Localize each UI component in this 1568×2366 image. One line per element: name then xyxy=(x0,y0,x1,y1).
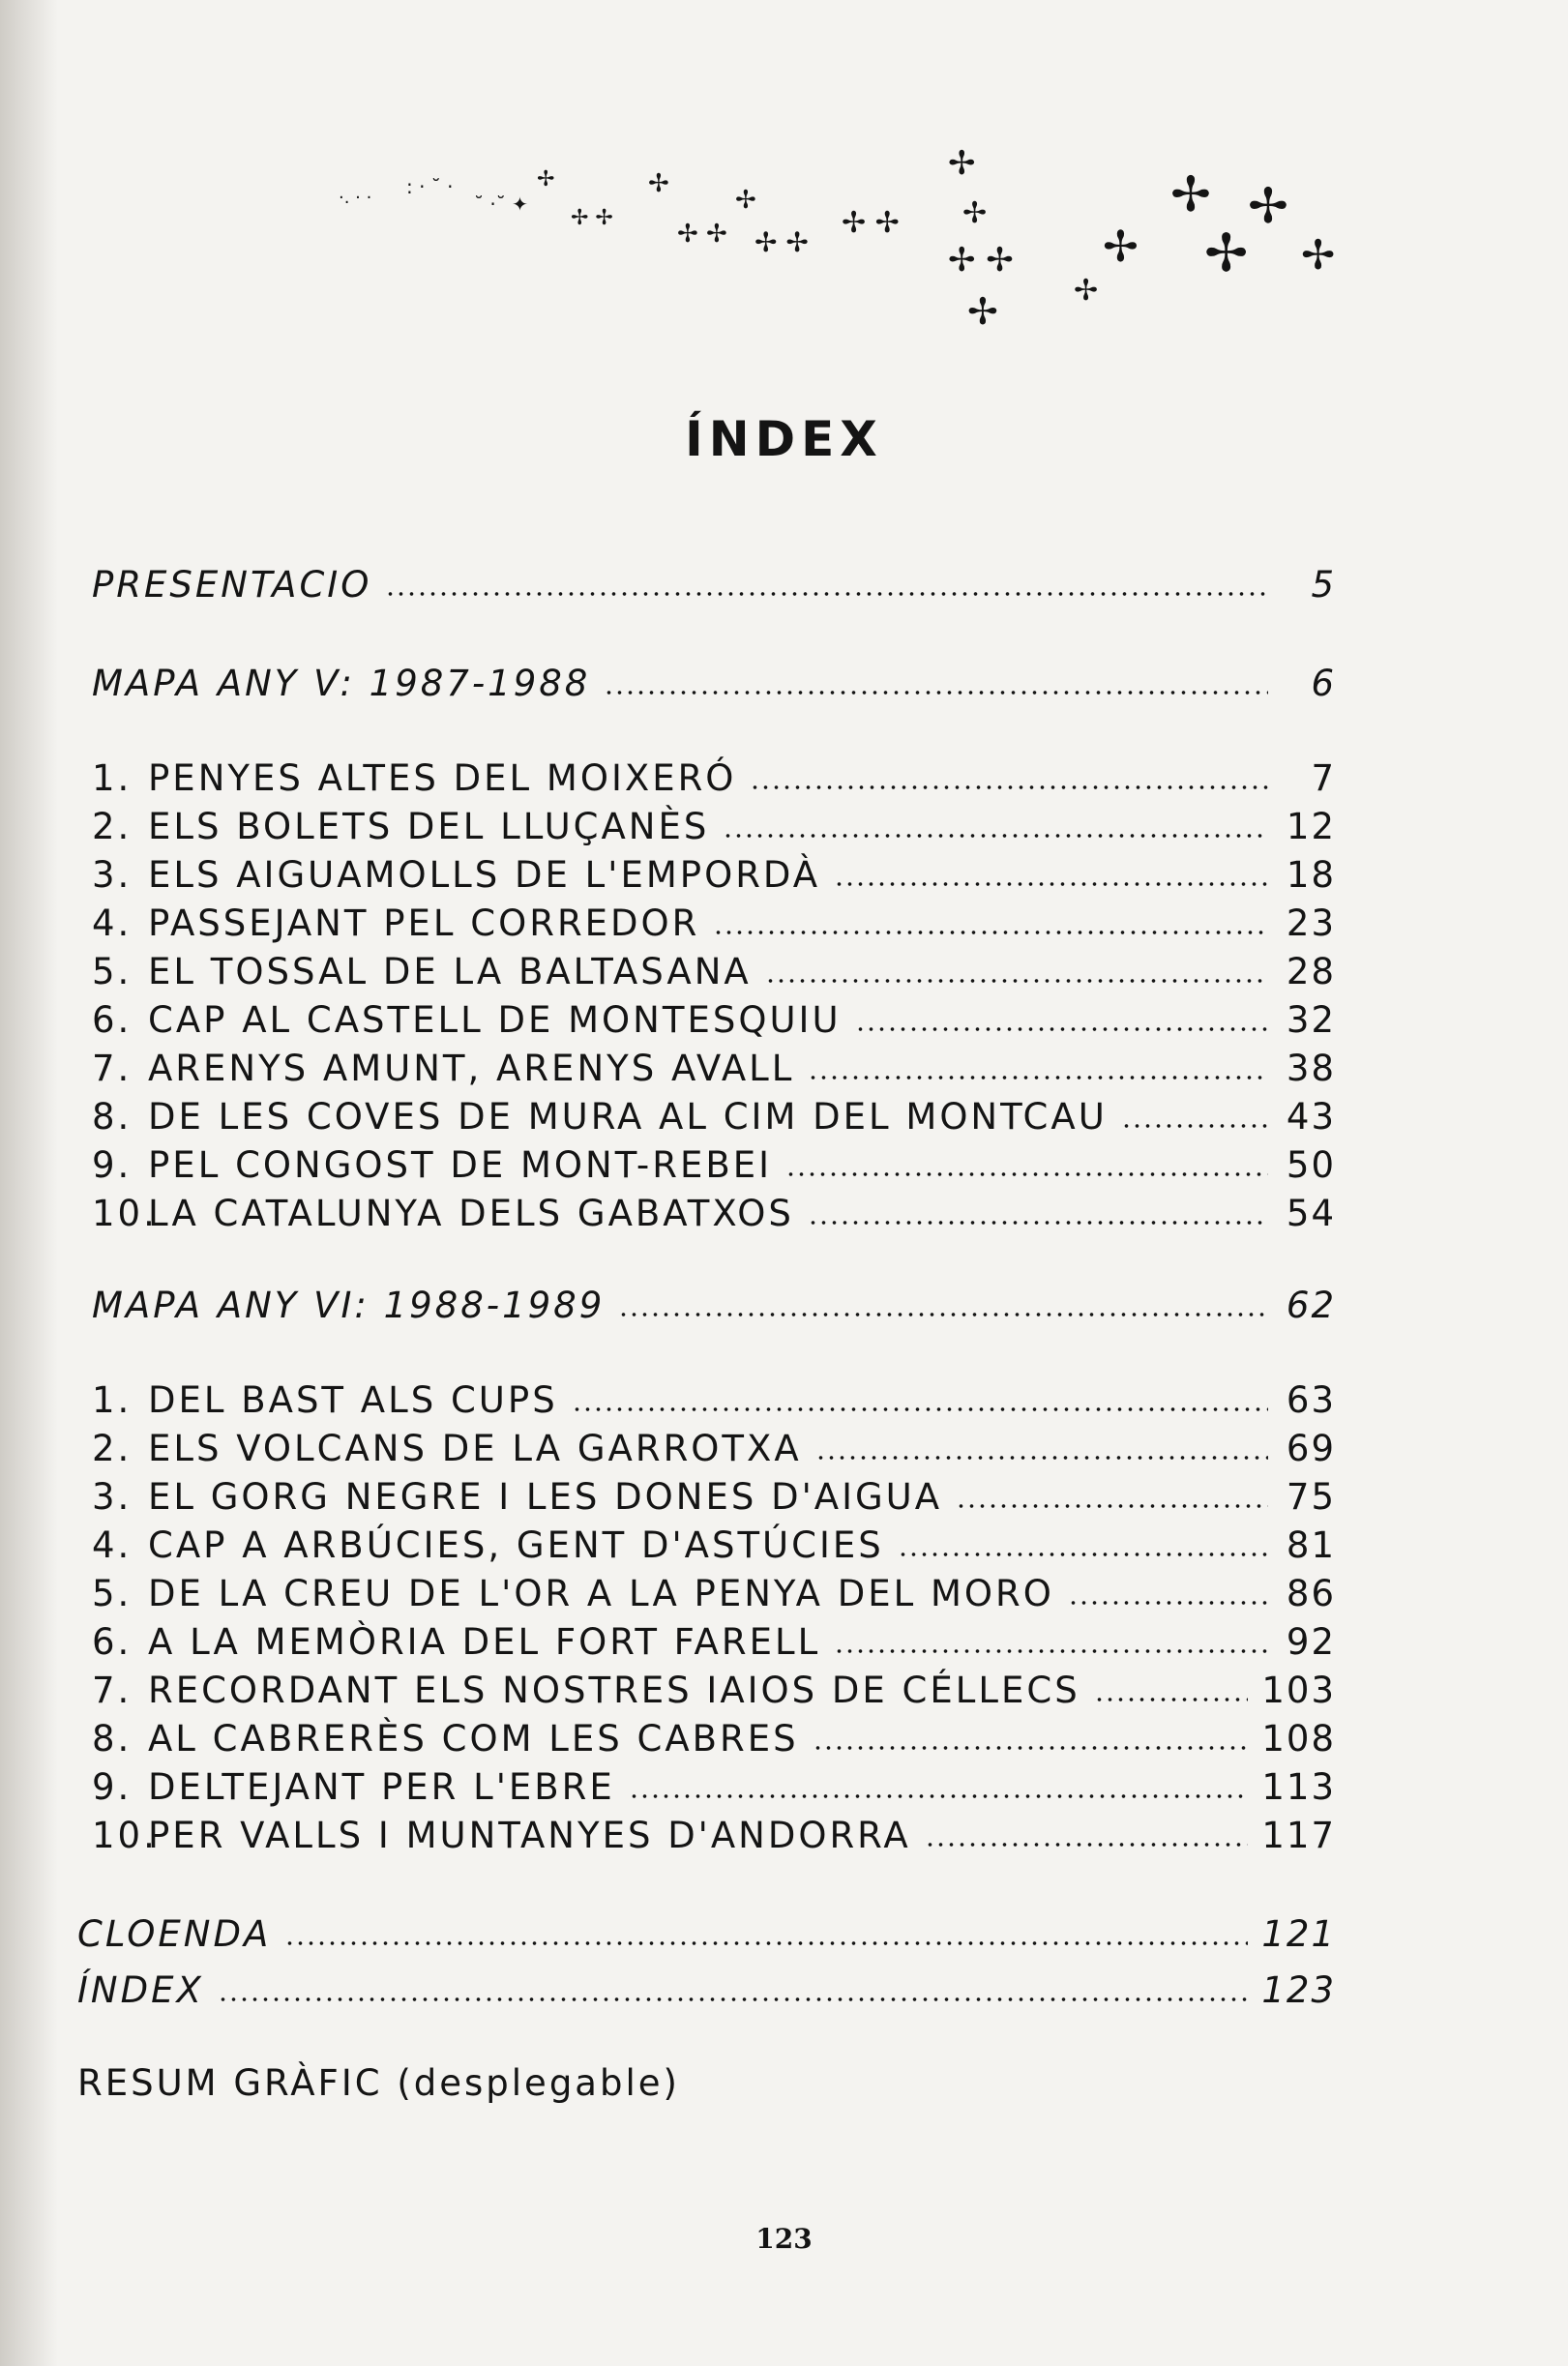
toc-entry-number: 3. xyxy=(92,854,133,896)
dot-leader xyxy=(1121,1122,1268,1130)
dot-leader xyxy=(618,1311,1268,1318)
dot-leader xyxy=(855,1025,1268,1033)
toc-entry[interactable] xyxy=(92,754,1336,803)
dot-leader xyxy=(834,1647,1268,1655)
toc-entry-number: 7. xyxy=(92,1048,133,1089)
toc-entry-label: CLOENDA xyxy=(77,1913,272,1955)
toc-entry-label: PASSEJANT PEL CORREDOR xyxy=(148,902,700,944)
toc-entry-label: ELS AIGUAMOLLS DE L'EMPORDÀ xyxy=(148,854,821,896)
bird-icon: ✢ ✢ xyxy=(948,241,1014,280)
toc-entry-cloenda[interactable] xyxy=(77,1910,1336,1959)
bird-icon: ✢ xyxy=(1170,166,1211,222)
dot-leader xyxy=(956,1502,1268,1510)
toc-entry-label: CAP A ARBÚCIES, GENT D'ASTÚCIES xyxy=(148,1524,884,1566)
toc-entry-number: 9. xyxy=(92,1144,133,1186)
toc-entry-page: 75 xyxy=(1286,1476,1336,1518)
toc-entry-page: 81 xyxy=(1286,1524,1336,1566)
toc-entry[interactable] xyxy=(92,1570,1336,1618)
dot-leader xyxy=(1094,1696,1249,1703)
bird-icon: ✢ xyxy=(1301,231,1336,279)
toc-entry-page: 38 xyxy=(1286,1048,1336,1089)
toc-entry-mapa-any-v[interactable] xyxy=(92,660,1336,708)
toc-entry-page: 63 xyxy=(1286,1379,1336,1421)
toc-entry-number: 10. xyxy=(92,1193,158,1234)
toc-entry-label: DEL BAST ALS CUPS xyxy=(148,1379,558,1421)
toc-entry-page: 43 xyxy=(1286,1096,1336,1138)
toc-entry[interactable] xyxy=(92,1812,1336,1860)
toc-entry-page: 123 xyxy=(1261,1969,1336,2011)
dot-leader xyxy=(750,784,1268,791)
toc-entry-label: ÍNDEX xyxy=(77,1969,204,2011)
dot-leader xyxy=(604,689,1268,696)
toc-entry-number: 5. xyxy=(92,951,133,992)
toc-entry[interactable] xyxy=(92,1093,1336,1141)
page-title: ÍNDEX xyxy=(685,411,883,467)
bird-icon: ✢ ✢ xyxy=(754,226,809,258)
page-number: 123 xyxy=(755,2223,813,2255)
bird-icon: ✢ ✢ xyxy=(571,206,613,230)
bird-icon: ✢ xyxy=(1103,222,1139,272)
toc-entry[interactable] xyxy=(92,1473,1336,1522)
dot-leader xyxy=(572,1405,1268,1413)
toc-entry-mapa-any-vi[interactable] xyxy=(92,1282,1336,1330)
bird-icon: ˘ ·˘ ✦ xyxy=(474,192,528,216)
toc-entry-label: PEL CONGOST DE MONT-REBEI xyxy=(148,1144,773,1186)
bird-icon: ✢ xyxy=(735,186,756,215)
bird-icon: ✢ xyxy=(648,169,669,198)
bird-icon: ✢ ✢ xyxy=(842,206,900,240)
toc-entry-page: 54 xyxy=(1286,1193,1336,1234)
toc-entry[interactable] xyxy=(92,1667,1336,1715)
toc-entry[interactable] xyxy=(92,1715,1336,1763)
toc-entry[interactable] xyxy=(92,948,1336,996)
toc-entry-number: 10. xyxy=(92,1815,158,1856)
toc-entry-number: 4. xyxy=(92,1524,133,1566)
toc-entry[interactable] xyxy=(92,851,1336,900)
toc-entry-page: 50 xyxy=(1286,1144,1336,1186)
dot-leader xyxy=(284,1939,1248,1947)
toc-entry-page: 6 xyxy=(1311,663,1336,704)
dot-leader xyxy=(808,1219,1268,1227)
toc-entry[interactable] xyxy=(92,1618,1336,1667)
toc-entry-label: ARENYS AMUNT, ARENYS AVALL xyxy=(148,1048,795,1089)
toc-entry[interactable] xyxy=(92,1763,1336,1812)
bird-icon: ✢ xyxy=(1248,178,1288,234)
dot-leader xyxy=(629,1792,1249,1800)
toc-entry-page: 103 xyxy=(1261,1670,1336,1711)
toc-entry-number: 1. xyxy=(92,1379,133,1421)
toc-entry[interactable] xyxy=(92,1141,1336,1190)
toc-entry-label: RECORDANT ELS NOSTRES IAIOS DE CÉLLECS xyxy=(148,1670,1080,1711)
dot-leader xyxy=(898,1551,1268,1558)
toc-entry-number: 8. xyxy=(92,1718,133,1760)
bird-icon: ✢ xyxy=(948,144,976,183)
toc-entry-label: MAPA ANY VI: 1988-1989 xyxy=(92,1285,606,1326)
toc-entry-page: 18 xyxy=(1286,854,1336,896)
toc-entry-number: 2. xyxy=(92,1428,133,1469)
toc-entry-number: 5. xyxy=(92,1573,133,1614)
bird-icon: ✢ ✢ xyxy=(677,220,727,249)
bird-icon: ·. · · xyxy=(339,188,372,208)
toc-entry-label: DELTEJANT PER L'EBRE xyxy=(148,1766,615,1808)
toc-entry-page: 108 xyxy=(1261,1718,1336,1760)
toc-entry-label: EL TOSSAL DE LA BALTASANA xyxy=(148,951,752,992)
toc-entry[interactable] xyxy=(92,1376,1336,1425)
toc-entry-number: 3. xyxy=(92,1476,133,1518)
toc-entry-label: PENYES ALTES DEL MOIXERÓ xyxy=(148,757,737,799)
toc-entry-label: DE LA CREU DE L'OR A LA PENYA DEL MORO xyxy=(148,1573,1054,1614)
dot-leader xyxy=(765,977,1268,985)
toc-entry-label: ELS BOLETS DEL LLUÇANÈS xyxy=(148,806,710,847)
toc-entry-page: 86 xyxy=(1286,1573,1336,1614)
toc-entry[interactable] xyxy=(92,900,1336,948)
toc-entry-label: PER VALLS I MUNTANYES D'ANDORRA xyxy=(148,1815,911,1856)
toc-entry-page: 28 xyxy=(1286,951,1336,992)
toc-entry-number: 1. xyxy=(92,757,133,799)
dot-leader xyxy=(813,1744,1249,1752)
toc-entry-page: 92 xyxy=(1286,1621,1336,1663)
toc-entry-label: ELS VOLCANS DE LA GARROTXA xyxy=(148,1428,802,1469)
toc-entry-page: 113 xyxy=(1261,1766,1336,1808)
toc-entry-page: 7 xyxy=(1311,757,1336,799)
toc-entry-presentacio[interactable] xyxy=(92,561,1336,609)
toc-entry-number: 9. xyxy=(92,1766,133,1808)
toc-entry[interactable] xyxy=(92,1045,1336,1093)
dot-leader xyxy=(385,590,1268,598)
bird-icon: ✢ xyxy=(967,290,998,333)
dot-leader xyxy=(834,880,1268,888)
toc-entry[interactable] xyxy=(92,996,1336,1045)
toc-entry-page: 62 xyxy=(1286,1285,1336,1326)
toc-entry-label: MAPA ANY V: 1987-1988 xyxy=(92,663,591,704)
toc-entry-index[interactable] xyxy=(77,1967,1336,2015)
toc-entry-number: 7. xyxy=(92,1670,133,1711)
toc-entry-label: DE LES COVES DE MURA AL CIM DEL MONTCAU xyxy=(148,1096,1108,1138)
bird-icon: ✢ xyxy=(537,167,555,192)
toc-entry-page: 32 xyxy=(1286,999,1336,1041)
dot-leader xyxy=(925,1841,1249,1848)
toc-entry[interactable] xyxy=(92,1425,1336,1473)
bird-icon: ✢ xyxy=(962,196,988,230)
toc-entry-number: 2. xyxy=(92,806,133,847)
dot-leader xyxy=(808,1074,1268,1081)
dot-leader xyxy=(1068,1599,1268,1607)
toc-entry-label: LA CATALUNYA DELS GABATXOS xyxy=(148,1193,794,1234)
dot-leader xyxy=(815,1454,1268,1462)
bird-icon: ✢ xyxy=(1074,274,1099,308)
toc-entry-page: 117 xyxy=(1261,1815,1336,1856)
dot-leader xyxy=(713,929,1268,936)
toc-entry[interactable] xyxy=(92,1522,1336,1570)
bird-icon: ✢ xyxy=(1204,222,1249,283)
bird-icon: : · ˘ · xyxy=(406,175,454,198)
toc-entry[interactable] xyxy=(92,803,1336,851)
toc-entry-label: AL CABRERÈS COM LES CABRES xyxy=(148,1718,799,1760)
toc-entry-label: EL GORG NEGRE I LES DONES D'AIGUA xyxy=(148,1476,943,1518)
dot-leader xyxy=(723,832,1268,840)
toc-entry-number: 6. xyxy=(92,1621,133,1663)
toc-entry-page: 23 xyxy=(1286,902,1336,944)
resum-grafic-note: RESUM GRÀFIC (desplegable) xyxy=(77,2062,680,2104)
dot-leader xyxy=(218,1996,1249,2003)
toc-entry[interactable] xyxy=(92,1190,1336,1238)
toc-entry-label: A LA MEMÒRIA DEL FORT FARELL xyxy=(148,1621,821,1663)
toc-entry-page: 69 xyxy=(1286,1428,1336,1469)
toc-entry-page: 121 xyxy=(1261,1913,1336,1955)
toc-entry-label: PRESENTACIO xyxy=(92,564,372,606)
toc-entry-label: CAP AL CASTELL DE MONTESQUIU xyxy=(148,999,842,1041)
toc-entry-number: 8. xyxy=(92,1096,133,1138)
toc-entry-number: 6. xyxy=(92,999,133,1041)
toc-entry-page: 5 xyxy=(1311,564,1336,606)
toc-entry-number: 4. xyxy=(92,902,133,944)
toc-entry-page: 12 xyxy=(1286,806,1336,847)
dot-leader xyxy=(785,1170,1268,1178)
